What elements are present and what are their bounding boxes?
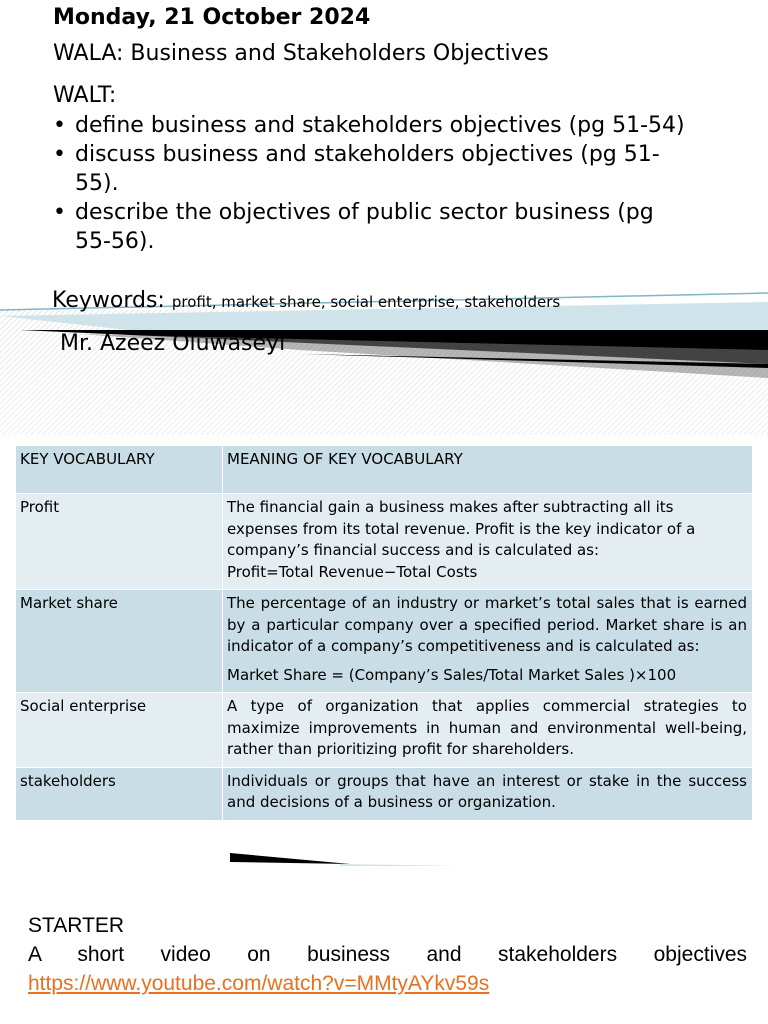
meaning-cell: A type of organization that applies commercial strategies to maximize improvements in human and environmental well-being, rather than prioritizing profit for shareholders. (223, 693, 753, 768)
meaning-text: The financial gain a business makes after subtracting all its expenses from its total revenue. Profit is the key indicator of a company’s financial success and is calculated as: (227, 498, 696, 559)
lesson-date: Monday, 21 October 2024 (53, 5, 371, 30)
table-row (16, 767, 753, 820)
header-cell: KEY VOCABULARY (16, 446, 223, 494)
term-cell: Social enterprise (16, 693, 223, 768)
meaning-cell: Individuals or groups that have an interest or stake in the success and decisions of a business or organization. (223, 767, 753, 820)
meaning-text: The percentage of an industry or market’s total sales that is earned by a particular company over a specified period. Market share is an indicator of a company’s competitiveness and is calculated as: (227, 594, 747, 655)
decorative-lower-stripe (0, 850, 768, 870)
term-cell: stakeholders (16, 767, 223, 820)
walt-item: • define business and stakeholders objectives (pg 51-54) (53, 111, 693, 140)
term-cell: Profit (16, 494, 223, 590)
wala-title: WALA: Business and Stakeholders Objectives (53, 41, 549, 66)
vocabulary-table (15, 445, 753, 821)
keywords-line (52, 288, 560, 313)
keywords-label: Keywords: (52, 288, 165, 313)
term-cell: Market share (16, 590, 223, 693)
starter-title: STARTER (28, 914, 125, 937)
table-header-row (16, 446, 753, 494)
meaning-cell (223, 590, 753, 693)
walt-label: WALT: (53, 83, 117, 108)
formula-text: Market Share = (Company’s Sales/Total Market Sales )×100 (227, 665, 677, 684)
walt-item: • describe the objectives of public sector business (pg 55-56). (53, 198, 693, 256)
meaning-cell (223, 494, 753, 590)
walt-list (53, 111, 693, 256)
video-link[interactable]: https://www.youtube.com/watch?v=MMtyAYkv59s (28, 972, 490, 995)
starter-text: A short video on business and stakeholders objectives (28, 943, 747, 966)
walt-item: • discuss business and stakeholders objectives (pg 51-55). (53, 140, 693, 198)
teacher-name: Mr. Azeez Oluwaseyi (60, 331, 286, 356)
keywords-list: profit, market share, social enterprise, stakeholders (171, 293, 561, 311)
starter-section (28, 911, 747, 998)
formula-text: Profit=Total Revenue−Total Costs (227, 562, 478, 581)
table-row (16, 494, 753, 590)
table-row (16, 590, 753, 693)
table-row (16, 693, 753, 768)
header-cell: MEANING OF KEY VOCABULARY (223, 446, 753, 494)
